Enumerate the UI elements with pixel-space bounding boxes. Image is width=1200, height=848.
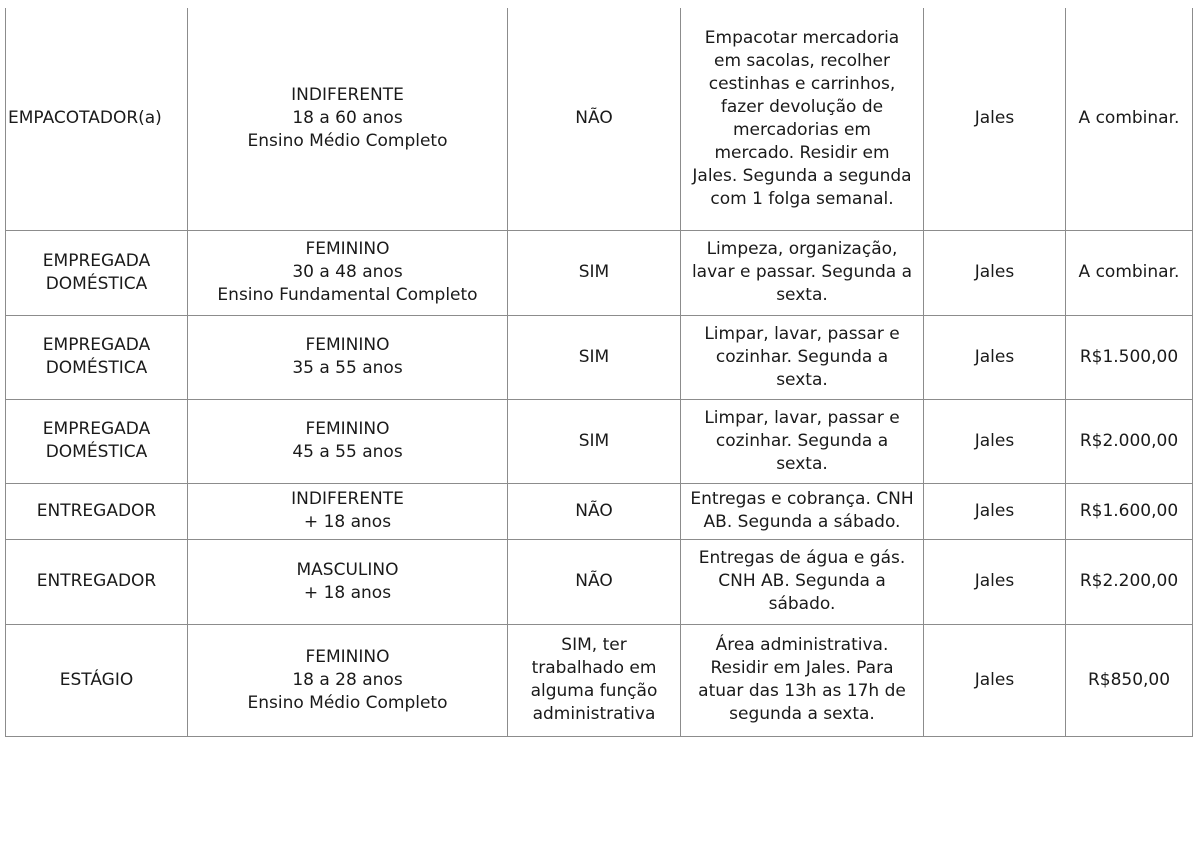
- description-line: sexta.: [776, 453, 828, 474]
- job-title-cell: [6, 624, 188, 736]
- requirements-cell: [188, 230, 508, 315]
- experience-cell: [508, 8, 681, 230]
- city-cell: [924, 315, 1066, 399]
- experience-cell: [508, 399, 681, 483]
- description-cell: [681, 230, 924, 315]
- description-line: atuar das 13h as 17h de: [698, 681, 906, 701]
- experience-cell: [508, 230, 681, 315]
- description-cell: [681, 624, 924, 736]
- salary-text: R$2.000,00: [1079, 430, 1179, 451]
- city-cell: [924, 539, 1066, 624]
- city-cell: [924, 399, 1066, 483]
- job-title: EMPREGADA: [42, 335, 151, 355]
- requirement-age: + 18 anos: [303, 582, 392, 603]
- description-cell: [681, 483, 924, 539]
- job-title: DOMÉSTICA: [45, 358, 148, 378]
- salary-cell: [1066, 483, 1193, 539]
- city-text: Jales: [974, 430, 1015, 451]
- requirement-gender: INDIFERENTE: [291, 85, 404, 106]
- salary-text: R$1.500,00: [1079, 346, 1179, 367]
- requirement-age: 35 a 55 anos: [292, 358, 403, 378]
- description-line: Empacotar mercadoria: [704, 27, 900, 48]
- job-title: ENTREGADOR: [36, 500, 157, 521]
- requirement-gender: MASCULINO: [296, 559, 399, 580]
- experience-text: NÃO: [575, 571, 613, 591]
- experience-cell: [508, 483, 681, 539]
- salary-cell: [1066, 624, 1193, 736]
- experience-text: SIM, ter: [561, 635, 627, 655]
- salary-cell: [1066, 315, 1193, 399]
- description-line: lavar e passar. Segunda a: [691, 262, 913, 282]
- description-line: mercado. Residir em: [714, 142, 890, 163]
- city-cell: [924, 8, 1066, 230]
- description-line: em sacolas, recolher: [713, 50, 891, 71]
- city-text: Jales: [974, 669, 1015, 690]
- requirement-education: Ensino Médio Completo: [247, 131, 448, 152]
- requirements-cell: [188, 624, 508, 736]
- job-title-cell: [6, 399, 188, 483]
- job-title: DOMÉSTICA: [45, 273, 148, 294]
- description-line: Área administrativa.: [715, 635, 889, 655]
- experience-text: administrativa: [532, 704, 656, 724]
- description-line: Limpar, lavar, passar e: [704, 407, 900, 428]
- job-title-cell: [6, 315, 188, 399]
- requirement-education: Ensino Médio Completo: [247, 692, 448, 713]
- job-title: ENTREGADOR: [36, 571, 157, 591]
- requirement-age: 18 a 28 anos: [292, 669, 403, 690]
- job-title: EMPACOTADOR(a): [8, 108, 162, 129]
- city-cell: [924, 483, 1066, 539]
- city-cell: [924, 230, 1066, 315]
- salary-text: R$1.600,00: [1079, 500, 1179, 521]
- salary-text: R$850,00: [1087, 669, 1171, 690]
- job-listings-table: [5, 8, 1193, 737]
- description-cell: [681, 539, 924, 624]
- table-row: [6, 624, 1193, 736]
- description-line: AB. Segunda a sábado.: [703, 512, 901, 532]
- city-text: Jales: [974, 108, 1015, 129]
- requirement-gender: FEMININO: [305, 419, 390, 439]
- city-cell: [924, 624, 1066, 736]
- description-line: cozinhar. Segunda a: [715, 346, 889, 367]
- experience-cell: [508, 539, 681, 624]
- experience-text: NÃO: [575, 108, 613, 129]
- description-line: cozinhar. Segunda a: [715, 430, 889, 451]
- description-cell: [681, 8, 924, 230]
- requirements-cell: [188, 8, 508, 230]
- description-line: Entregas e cobrança. CNH: [690, 489, 914, 509]
- requirements-cell: [188, 315, 508, 399]
- description-line: sexta.: [776, 369, 828, 390]
- requirement-education: Ensino Fundamental Completo: [217, 285, 478, 305]
- experience-cell: [508, 624, 681, 736]
- requirement-age: 18 a 60 anos: [292, 108, 403, 129]
- description-line: sexta.: [776, 285, 828, 305]
- requirement-gender: FEMININO: [305, 646, 390, 667]
- table-row: [6, 483, 1193, 539]
- job-title-cell: [6, 539, 188, 624]
- description-line: Residir em Jales. Para: [710, 658, 894, 678]
- description-line: Jales. Segunda a segunda: [692, 165, 912, 186]
- city-text: Jales: [974, 346, 1015, 367]
- job-title-cell: [6, 230, 188, 315]
- salary-cell: [1066, 8, 1193, 230]
- experience-text: NÃO: [575, 500, 613, 521]
- experience-text: SIM: [578, 262, 610, 282]
- requirement-gender: FEMININO: [305, 239, 390, 259]
- table-row: [6, 8, 1193, 230]
- job-title-cell: [6, 483, 188, 539]
- table-row: [6, 315, 1193, 399]
- description-line: Limpeza, organização,: [706, 239, 898, 259]
- requirement-age: + 18 anos: [303, 512, 392, 532]
- job-listings-sheet: [5, 8, 1192, 737]
- table-row: [6, 539, 1193, 624]
- description-line: Limpar, lavar, passar e: [704, 323, 900, 344]
- job-title: ESTÁGIO: [59, 669, 134, 690]
- table-row: [6, 230, 1193, 315]
- description-line: fazer devolução de: [720, 96, 884, 117]
- salary-cell: [1066, 399, 1193, 483]
- job-title: EMPREGADA: [42, 250, 151, 271]
- requirement-gender: INDIFERENTE: [291, 489, 404, 509]
- job-title-cell: [6, 8, 188, 230]
- description-cell: [681, 315, 924, 399]
- requirements-cell: [188, 483, 508, 539]
- salary-text: R$2.200,00: [1079, 571, 1179, 591]
- requirements-cell: [188, 399, 508, 483]
- salary-cell: [1066, 230, 1193, 315]
- description-cell: [681, 399, 924, 483]
- experience-cell: [508, 315, 681, 399]
- job-title: DOMÉSTICA: [45, 442, 148, 462]
- requirements-cell: [188, 539, 508, 624]
- city-text: Jales: [974, 571, 1015, 591]
- description-line: cestinhas e carrinhos,: [708, 73, 896, 94]
- description-line: Entregas de água e gás.: [698, 548, 906, 568]
- experience-text: trabalhado em: [531, 658, 657, 678]
- requirement-age: 30 a 48 anos: [292, 262, 403, 282]
- table-row: [6, 399, 1193, 483]
- requirement-gender: FEMININO: [305, 335, 390, 355]
- city-text: Jales: [974, 262, 1015, 282]
- description-line: mercadorias em: [732, 119, 871, 140]
- description-line: segunda a sexta.: [729, 704, 875, 724]
- description-line: com 1 folga semanal.: [710, 188, 894, 209]
- requirement-age: 45 a 55 anos: [292, 442, 403, 462]
- experience-text: SIM: [578, 430, 610, 451]
- salary-text: A combinar.: [1078, 262, 1180, 282]
- city-text: Jales: [974, 500, 1015, 521]
- description-line: sábado.: [768, 594, 836, 614]
- salary-cell: [1066, 539, 1193, 624]
- experience-text: SIM: [578, 346, 610, 367]
- experience-text: alguma função: [530, 681, 658, 701]
- salary-text: A combinar.: [1078, 108, 1180, 129]
- job-title: EMPREGADA: [42, 419, 151, 439]
- description-line: CNH AB. Segunda a: [718, 571, 886, 591]
